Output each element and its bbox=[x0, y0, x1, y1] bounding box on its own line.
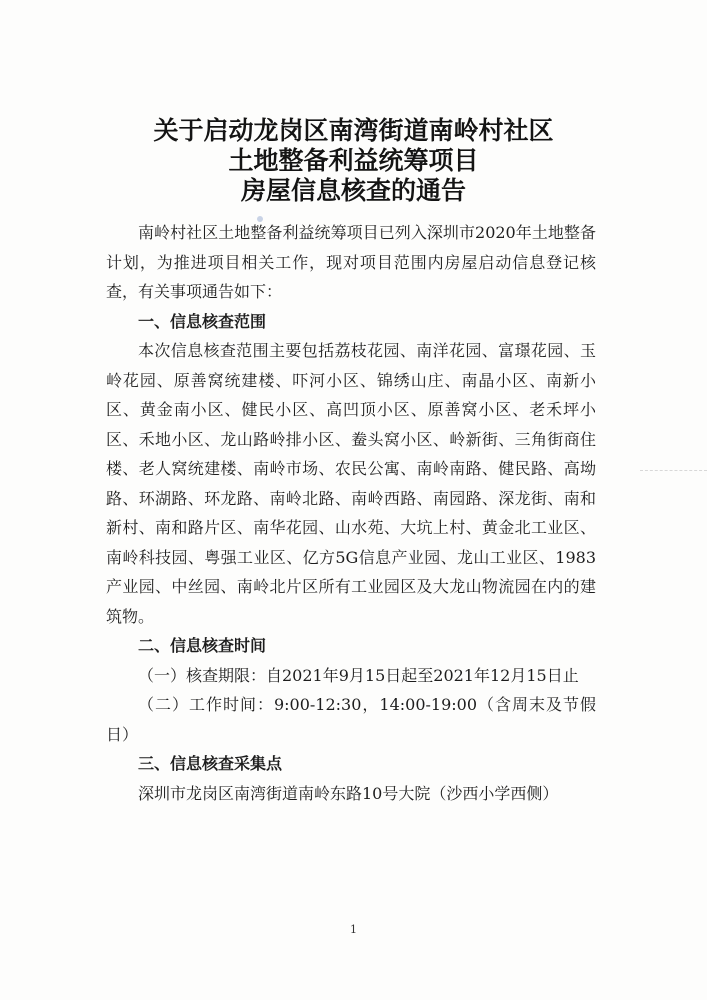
document-body bbox=[106, 218, 596, 808]
section-3-heading: 三、信息核查采集点 bbox=[138, 754, 283, 773]
section-3-text: 深圳市龙岗区南湾街道南岭东路10号大院（沙西小学西侧） bbox=[138, 783, 559, 803]
intro-paragraph: 南岭村社区土地整备利益统筹项目已列入深圳市2020年土地整备计划，为推进项目相关工作，现对项目范围内房屋启动信息登记核查，有关事项通告如下： bbox=[106, 223, 596, 301]
title-line-3: 房屋信息核查的通告 bbox=[240, 176, 466, 205]
title-line-1: 关于启动龙岗区南湾街道南岭村社区 bbox=[153, 116, 554, 145]
scan-fold-line-decoration bbox=[640, 470, 707, 471]
page-number: 1 bbox=[350, 923, 357, 936]
section-1-heading: 一、信息核查范围 bbox=[138, 311, 267, 331]
section-1-text: 本次信息核查范围主要包括荔枝花园、南洋花园、富璟花园、玉岭花园、原善窝统建楼、吓河小区、锦绣山庄、南晶小区、南新小区、黄金南小区、健民小区、高凹顶小区、原善窝小区、老禾坪小区、禾地小区、龙山路岭排小区、鲞头窝小区、岭新街、三角街商住楼、老人窝统建楼、南岭市场、农民公寓、南岭南路、健民路、高坳路、环湖路、环龙路、南岭北路、南岭西路、南园路、深龙街、南和新村、南和路片区、南华花园、山水苑、大坑上村、黄金北工业区、南岭科技园、粤强工业区、亿方5G信息产业园、龙山工业区、1983产业园、中丝园、南岭北片区所有工业园区及大龙山物流园在内的建筑物。 bbox=[106, 341, 596, 626]
section-2-item-1: （一）核查期限：自2021年9月15日起至2021年12月15日止 bbox=[138, 665, 579, 685]
title-line-2: 土地整备利益统筹项目 bbox=[228, 146, 479, 175]
section-2-heading: 二、信息核查时间 bbox=[138, 636, 267, 655]
section-2-item-2: （二）工作时间：9:00-12:30，14:00-19:00（含周末及节假日） bbox=[106, 695, 596, 744]
